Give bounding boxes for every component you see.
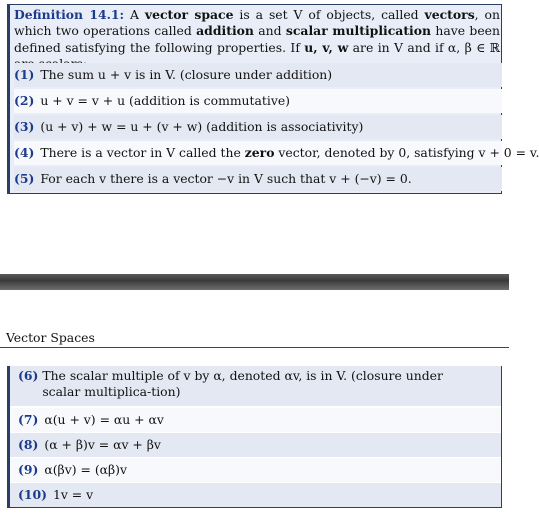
property-number: (10): [18, 487, 47, 502]
property-item-8: [10, 433, 501, 457]
intro-term-vector-space: vector space: [144, 7, 234, 22]
header-rule: [0, 347, 509, 348]
intro-text-8: have been defined satisfying the following properties. If: [14, 23, 500, 55]
definition-heading: Definition 14.1:: [14, 7, 125, 22]
property-number: (3): [14, 119, 35, 134]
property-number: (8): [18, 437, 39, 452]
property-item-1: [14, 63, 502, 87]
property-item-5: [14, 167, 502, 191]
property-item-4: [14, 141, 539, 165]
intro-text-10: are in V and if α, β ∈ ℝ: [352, 39, 500, 55]
definition-continuation-box: [7, 366, 502, 508]
property-number: (2): [14, 93, 35, 108]
intro-vectors-uvw: u, v, w: [304, 39, 349, 55]
intro-text-4: , on which two operations called: [14, 7, 500, 39]
intro-text-0: A: [130, 7, 145, 22]
property-text: (u + v) + w = u + (v + w) (addition is associativity): [40, 119, 364, 134]
property-term-zero: zero: [244, 145, 275, 160]
intro-term-scalar-multiplication: scalar multiplication: [285, 23, 432, 39]
running-head: Vector Spaces: [6, 330, 95, 345]
property-text-a: There is a vector in V called the: [40, 145, 245, 160]
property-text: α(βv) = (αβ)v: [44, 462, 128, 477]
property-item-6: [10, 366, 501, 406]
definition-box: [7, 4, 539, 194]
property-item-7: [10, 408, 501, 432]
property-text: The sum u + v is in V. (closure under addition): [40, 67, 333, 82]
property-text: α(u + v) = αu + αv: [44, 412, 164, 427]
property-number: (7): [18, 412, 39, 427]
property-text: For each v there is a vector −v in V such that v + (−v) = 0.: [40, 171, 412, 186]
page-divider: [0, 274, 509, 290]
intro-term-vectors: vectors: [424, 7, 475, 22]
property-number: (5): [14, 171, 35, 186]
property-item-9: [10, 458, 501, 482]
property-text: u + v = v + u (addition is commutative): [40, 93, 291, 108]
property-text: The scalar multiple of v by α, denoted αv, is in V. (closure under scalar multiplica-tion): [42, 368, 443, 399]
intro-term-addition: addition: [196, 23, 254, 39]
property-number: (1): [14, 67, 35, 82]
intro-text-2: is a set V of objects, called: [233, 7, 425, 22]
property-number: (9): [18, 462, 39, 477]
property-text-c: vector, denoted by 0, satisfying v + 0 = v.: [274, 145, 539, 160]
property-text: (α + β)v = αv + βv: [44, 437, 161, 452]
page-bottom: [0, 290, 509, 513]
intro-text-6: and: [253, 23, 286, 39]
property-item-3: [14, 115, 502, 139]
property-number: (6): [18, 368, 39, 383]
property-number: (4): [14, 145, 35, 160]
property-item-2: [14, 89, 502, 113]
property-item-10: [10, 483, 501, 507]
property-text: 1v = v: [52, 487, 94, 502]
